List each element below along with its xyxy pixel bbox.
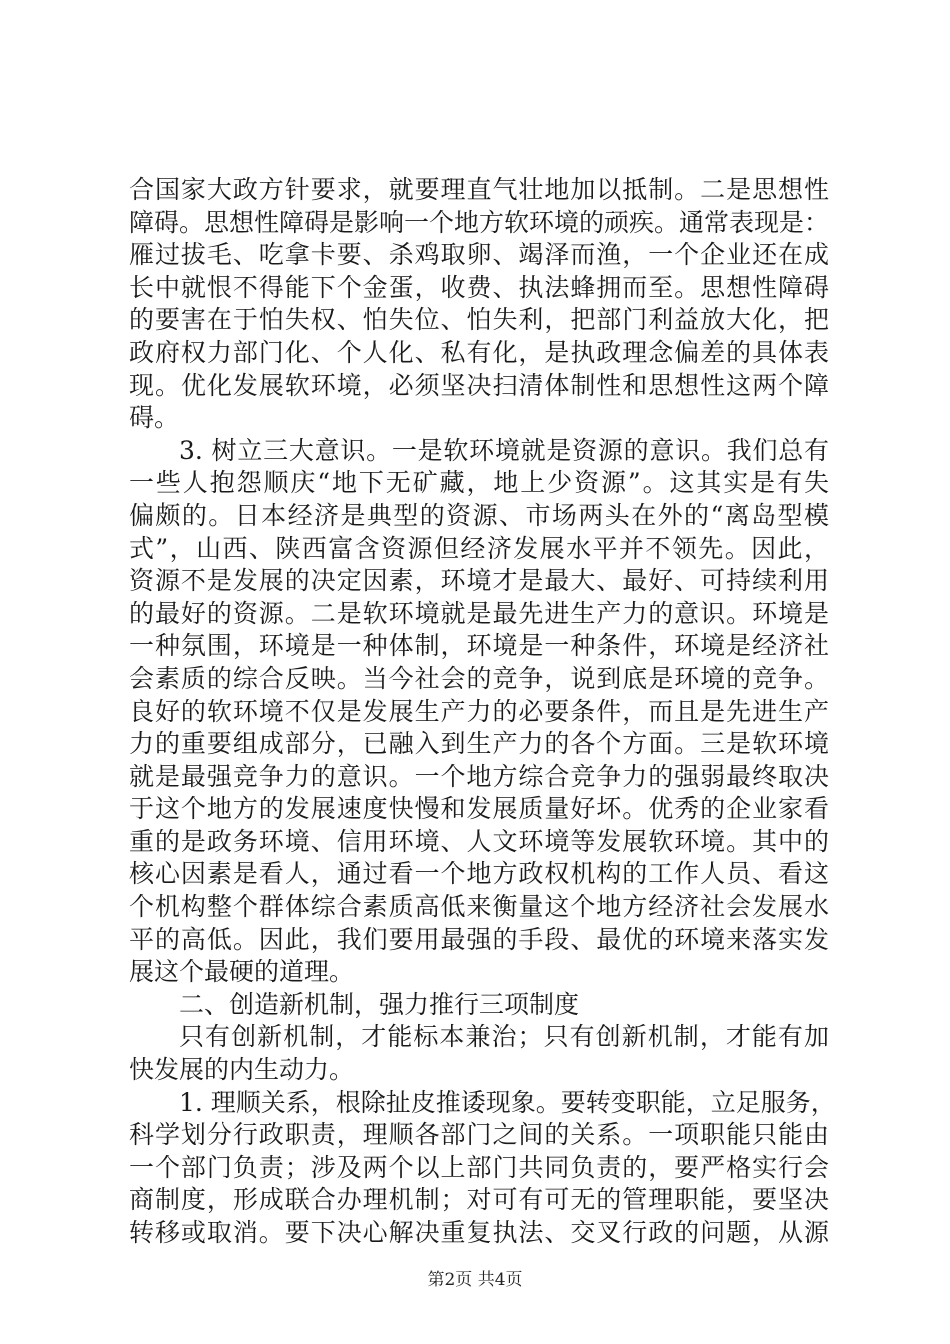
text-line: 良好的软环境不仅是发展生产力的必要条件，而且是先进生产 <box>129 696 829 726</box>
text-line: 的要害在于怕失权、怕失位、怕失利，把部门利益放大化，把 <box>129 305 829 335</box>
text-line: 的最好的资源。二是软环境就是最先进生产力的意识。环境是 <box>129 598 829 628</box>
text-line: 于这个地方的发展速度快慢和发展质量好坏。优秀的企业家看 <box>129 794 829 824</box>
text-line: 长中就恨不得能下个金蛋，收费、执法蜂拥而至。思想性障碍 <box>129 272 829 302</box>
text-line: 展这个最硬的道理。 <box>129 957 355 987</box>
text-line: 合国家大政方针要求，就要理直气壮地加以抵制。二是思想性 <box>129 175 829 204</box>
text-line: 1. 理顺关系，根除扯皮推诿现象。要转变职能，立足服务， <box>179 1087 836 1117</box>
text-line: 个机构整个群体综合素质高低来衡量这个地方经济社会发展水 <box>129 892 829 922</box>
text-line: 核心因素是看人，通过看一个地方政权机构的工作人员、看这 <box>129 859 829 889</box>
text-line: 平的高低。因此，我们要用最强的手段、最优的环境来落实发 <box>129 924 829 954</box>
text-line: 偏颇的。日本经济是典型的资源、市场两头在外的“离岛型模 <box>129 500 829 530</box>
text-line: 就是最强竞争力的意识。一个地方综合竞争力的强弱最终取决 <box>129 761 829 791</box>
text-line: 式”，山西、陕西富含资源但经济发展水平并不领先。因此， <box>129 533 829 563</box>
text-line: 力的重要组成部分，已融入到生产力的各个方面。三是软环境 <box>129 729 829 759</box>
text-line: 一种氛围，环境是一种体制，环境是一种条件，环境是经济社 <box>129 631 829 661</box>
text-line: 3. 树立三大意识。一是软环境就是资源的意识。我们总有 <box>179 435 829 465</box>
text-line: 转移或取消。要下决心解决重复执法、交叉行政的问题，从源 <box>129 1218 829 1247</box>
text-line: 一个部门负责；涉及两个以上部门共同负责的，要严格实行会 <box>129 1152 829 1182</box>
text-line: 会素质的综合反映。当今社会的竞争，说到底是环境的竞争。 <box>129 663 829 693</box>
section-heading: 二、创造新机制，强力推行三项制度 <box>179 989 580 1019</box>
text-line: 科学划分行政职责，理顺各部门之间的关系。一项职能只能由 <box>129 1120 829 1150</box>
text-line: 碍。 <box>129 403 180 433</box>
text-line: 一些人抱怨顺庆“地下无矿藏，地上少资源”。这其实是有失 <box>129 468 829 498</box>
text-line: 只有创新机制，才能标本兼治；只有创新机制，才能有加 <box>179 1022 829 1052</box>
text-line: 资源不是发展的决定因素，环境才是最大、最好、可持续利用 <box>129 566 829 596</box>
page-footer: 第2页 共4页 <box>427 1270 523 1290</box>
text-line: 障碍。思想性障碍是影响一个地方软环境的顽疾。通常表现是： <box>129 207 830 237</box>
text-line: 快发展的内生动力。 <box>129 1055 355 1085</box>
body-text <box>129 174 836 1250</box>
text-line: 雁过拔毛、吃拿卡要、杀鸡取卵、竭泽而渔，一个企业还在成 <box>129 240 829 270</box>
text-line: 现。优化发展软环境，必须坚决扫清体制性和思想性这两个障 <box>129 370 829 400</box>
text-line: 商制度，形成联合办理机制；对可有可无的管理职能，要坚决 <box>129 1185 829 1215</box>
text-line: 政府权力部门化、个人化、私有化，是执政理念偏差的具体表 <box>129 337 829 367</box>
text-line: 重的是政务环境、信用环境、人文环境等发展软环境。其中的 <box>129 826 829 856</box>
